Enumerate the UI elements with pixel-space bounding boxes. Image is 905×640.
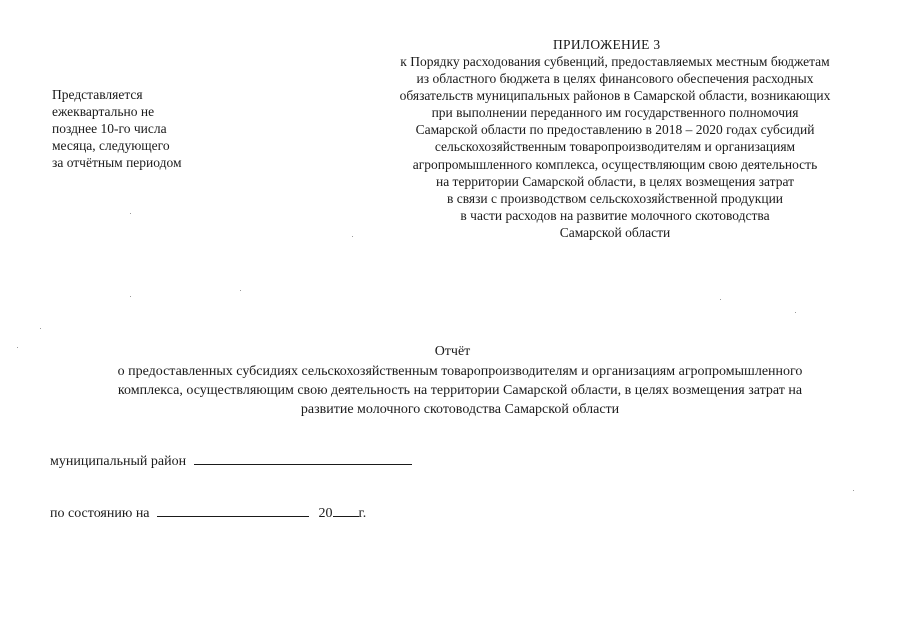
appendix-description bbox=[360, 53, 870, 241]
submission-note-line: месяца, следующего bbox=[52, 138, 170, 153]
scan-speck bbox=[720, 299, 721, 300]
year-suffix: г. bbox=[358, 506, 367, 521]
district-label: муниципальный район bbox=[50, 454, 187, 469]
appendix-title: ПРИЛОЖЕНИЕ 3 bbox=[553, 37, 661, 52]
appendix-line: Самарской области по предоставлению в 2018 – 2020 годах субсидий bbox=[415, 122, 815, 138]
appendix-line: к Порядку расходования субвенций, предоставляемых местным бюджетам bbox=[400, 54, 830, 69]
appendix-line: из областного бюджета в целях финансового обеспечения расходных bbox=[416, 71, 814, 87]
scan-speck bbox=[853, 490, 854, 491]
appendix-line: при выполнении переданного им государственного полномочия bbox=[431, 105, 799, 121]
district-blank[interactable] bbox=[194, 451, 412, 465]
scan-speck bbox=[795, 312, 796, 313]
date-blank[interactable] bbox=[157, 503, 309, 517]
report-subtitle bbox=[60, 362, 860, 419]
appendix-line: в части расходов на развитие молочного скотоводства bbox=[460, 207, 770, 223]
scan-speck bbox=[240, 290, 241, 291]
date-label: по состоянию на bbox=[50, 506, 150, 521]
submission-note-line: позднее 10-го числа bbox=[52, 121, 167, 136]
year-blank[interactable] bbox=[333, 503, 359, 517]
scan-speck bbox=[17, 347, 18, 348]
appendix-line: на территории Самарской области, в целях возмещения затрат bbox=[435, 173, 795, 189]
appendix-line: обязательств муниципальных районов в Самарской области, возникающих bbox=[399, 88, 831, 104]
appendix-line: в связи с производством сельскохозяйственной продукции bbox=[446, 190, 784, 206]
scan-speck bbox=[130, 296, 131, 297]
submission-note-line: Представляется bbox=[52, 87, 143, 102]
submission-note bbox=[52, 86, 242, 171]
scan-speck bbox=[352, 236, 353, 237]
scan-speck bbox=[130, 213, 131, 214]
submission-note-line: за отчётным периодом bbox=[52, 155, 182, 170]
report-subtitle-line: комплекса, осуществляющим свою деятельность на территории Самарской области, в целях возмещения затрат на bbox=[117, 383, 803, 398]
year-prefix: 20 bbox=[318, 506, 333, 521]
report-subtitle-line: развитие молочного скотоводства Самарской области bbox=[300, 402, 620, 417]
appendix-line: сельскохозяйственным товаропроизводителям и организациям bbox=[434, 139, 796, 155]
scan-speck bbox=[40, 328, 41, 329]
district-field bbox=[50, 451, 412, 470]
report-title: Отчёт bbox=[434, 344, 471, 359]
submission-note-line: ежеквартально не bbox=[52, 104, 155, 119]
date-field bbox=[50, 503, 366, 522]
appendix-line: агропромышленного комплекса, осуществляющим свою деятельность bbox=[412, 156, 818, 172]
report-subtitle-line: о предоставленных субсидиях сельскохозяйственным товаропроизводителям и организациям агропромышленного bbox=[117, 364, 803, 379]
appendix-line: Самарской области bbox=[559, 224, 671, 240]
